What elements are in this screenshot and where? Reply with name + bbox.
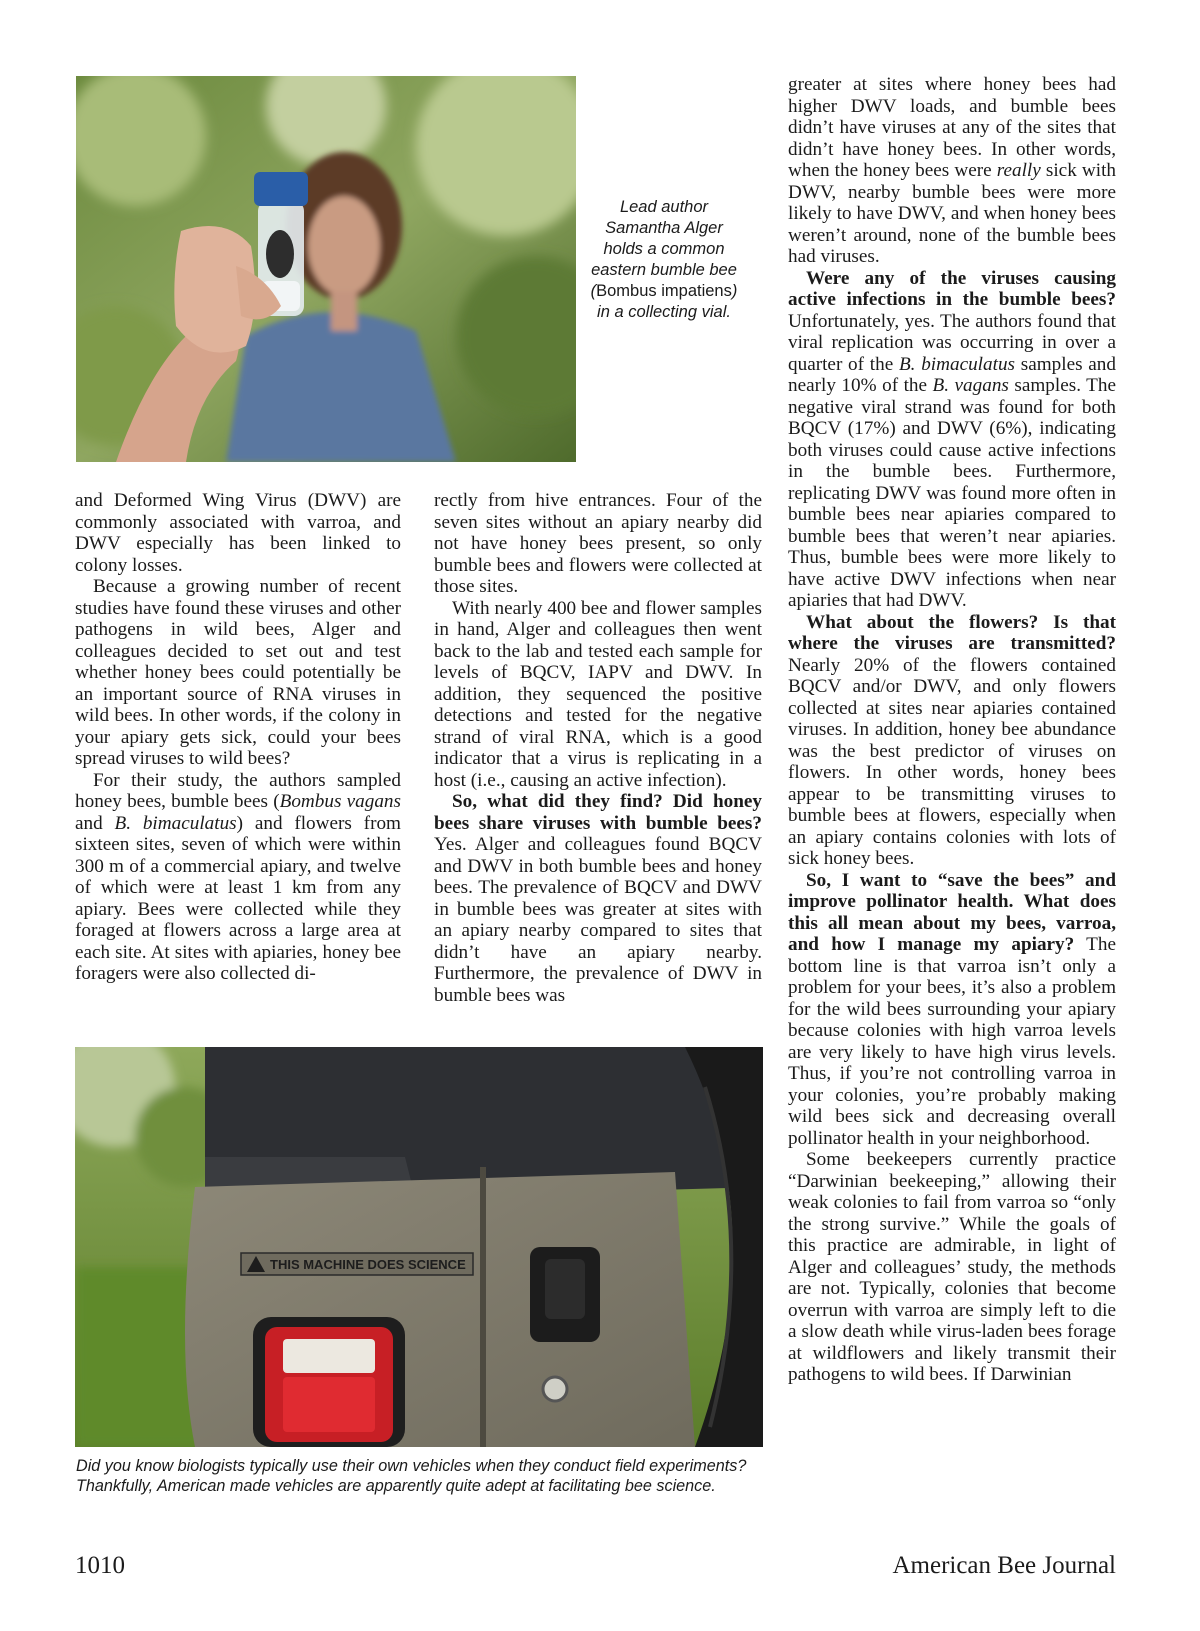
paragraph — [788, 268, 1116, 612]
subhead-question: So, I want to “save the bees” and improve pollinator health. What does this all mean about my bees, varroa, and how I manage my apiary? — [788, 869, 1116, 955]
text-run: Nearly 20% of the flowers contained BQCV and/or DWV, and only flowers collected at sites near apiaries contained viruses. In addition, honey bee abundance was the best predictor of viruses on flowers. In other words, honey bees appear to be transmitting viruses to bumble bees at flowers, especially when an apiary contains colonies with lots of sick honey bees. — [788, 654, 1116, 869]
vial-cap-icon — [254, 172, 308, 206]
subhead-question: So, what did they find? Did honey bees share viruses with bumble bees? — [434, 791, 762, 834]
text-run: samples. The negative viral strand was found for both BQCV (17%) and DWV (6%), indicating both viruses could cause active infections in the bumble bees. Furthermore, replicating DWV was found more often in bumble bees near apiaries compared to bumble bees that weren’t near apiaries. Thus, bumble bees were more likely to have active DWV infections when near apiaries that had DWV. — [788, 375, 1116, 611]
vehicle-photo — [75, 1047, 763, 1447]
photo-caption-top — [588, 197, 740, 323]
paragraph — [75, 770, 401, 985]
paragraph: Because a growing number of recent studies have found these viruses and other pathogens in wild bees, Alger and colleagues decided to set out and test whether honey bees could potentially be an important source of RNA viruses in wild bees. In other words, if the colony in your apiary gets sick, could your bees spread viruses to wild bees? — [75, 576, 401, 769]
caption-species: Bombus impatiens — [596, 282, 732, 300]
emphasis: really — [996, 160, 1041, 181]
paragraph — [788, 74, 1116, 268]
paragraph: With nearly 400 bee and flower samples in hand, Alger and colleagues then went back to the lab and tested each sample for levels of BQCV, IAPV and DWV. In addition, they sequenced the positive detections and tested for the negative strand of viral RNA, which is a good indicator that a virus is replicating in a host (i.e., causing an active infection). — [434, 597, 762, 791]
text-run: greater at sites where honey bees had higher DWV loads, and bumble bees didn’t have viruses at any of the sites that didn’t have honey bees. In other words, when the honey bees were — [788, 74, 1116, 181]
researcher-photo — [76, 76, 576, 462]
text-run: ) and flowers from sixteen sites, seven of which were within 300 m of a commercial apiary, and twelve of which were at least 1 km from any apiary. Bees were collected while they foraged at flowers across a large area at each site. At sites with apiaries, honey bee foragers were also collected di- — [75, 812, 401, 984]
text-run: The bottom line is that varroa isn’t only a problem for your bees, it’s also a problem for the wild bees surrounding your apiary because colonies with high varroa levels are very likely to have high virus levels. Thus, if you’re not controlling varroa in your colonies, you’re probably making wild bees sick and decreasing overall pollinator health in your neighborhood. — [788, 934, 1116, 1149]
subhead-question: Were any of the viruses causing active infections in the bumble bees? — [788, 267, 1116, 310]
text-run: For their study, the authors sampled honey bees, bumble bees ( — [75, 769, 401, 812]
species-name: Bombus vagans — [279, 791, 401, 812]
photo-caption-bottom: Did you know biologists typically use their own vehicles when they conduct field experiments? Thankfully, American made vehicles are apparently quite adept at facilitating bee science. — [76, 1457, 747, 1495]
paragraph — [788, 870, 1116, 1150]
journal-name: American Bee Journal — [892, 1552, 1116, 1579]
text-run: Unfortunately, yes. The authors found that viral replication was occurring in over a quarter of the — [788, 310, 1116, 375]
species-name: B. bimaculatus — [898, 353, 1016, 375]
article-column-3 — [788, 74, 1116, 1386]
species-name: B. bimaculatus — [114, 812, 237, 834]
paragraph: and Deformed Wing Virus (DWV) are commonly associated with varroa, and DWV especially has been linked to colony losses. — [75, 490, 401, 576]
text-run: Yes. Alger and colleagues found BQCV and DWV in both bumble bees and honey bees. The prevalence of BQCV and DWV in bumble bees was greater at sites with an apiary nearby compared to sites that didn’t have an apiary nearby. Furthermore, the prevalence of DWV in bumble bees was — [434, 834, 762, 1006]
text-run: and — [75, 812, 115, 834]
paragraph — [788, 612, 1116, 870]
subhead-question: What about the flowers? Is that where the viruses are transmitted? — [788, 611, 1116, 654]
paragraph: Some beekeepers currently practice “Darwinian beekeeping,” allowing their weak colonies to fail from varroa so “only the strong survive.” While the goals of this practice are admirable, in light of Alger and colleagues’ study, the methods are not. Typically, colonies that become overrun with varroa are simply left to die a slow death while virus-laden bees forage at wildflowers and likely transmit their pathogens to wild bees. If Darwinian — [788, 1149, 1116, 1385]
text-run: sick with DWV, nearby bumble bees were more likely to have DWV, and when honey bees weren’t around, none of the bumble bees had viruses. — [788, 160, 1116, 267]
page-number: 1010 — [75, 1552, 125, 1579]
species-name: B. vagans — [932, 375, 1009, 396]
paragraph — [434, 791, 762, 1006]
article-column-2 — [434, 490, 762, 1006]
paragraph: rectly from hive entrances. Four of the seven sites without an apiary nearby did not have honey bees present, so only bumble bees and flowers were collected at those sites. — [434, 490, 762, 597]
caption-text: ) in a collecting vial. — [597, 282, 738, 321]
sticker-text: THIS MACHINE DOES SCIENCE — [270, 1257, 466, 1272]
article-column-1 — [75, 490, 401, 985]
text-run: samples and nearly 10% of the — [788, 353, 1116, 396]
caption-text: Lead author Samantha Alger holds a common eastern bumble bee ( — [590, 198, 737, 300]
